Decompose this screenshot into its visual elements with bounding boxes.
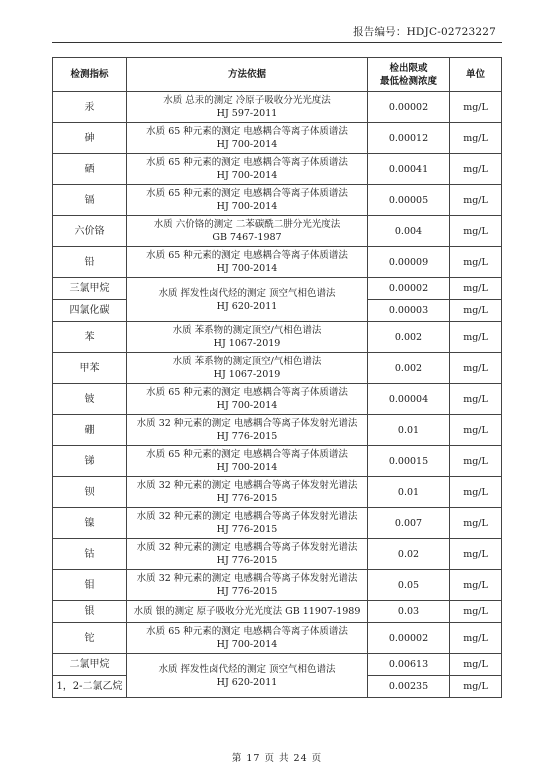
unit-cell: mg/L bbox=[450, 601, 502, 623]
unit-cell: mg/L bbox=[450, 477, 502, 508]
method-standard: HJ 620-2011 bbox=[216, 300, 278, 312]
method-cell bbox=[127, 353, 368, 384]
method-cell bbox=[127, 92, 368, 123]
method-name: 水质 65 种元素的测定 电感耦合等离子体质谱法 bbox=[146, 188, 348, 199]
unit-cell: mg/L bbox=[450, 322, 502, 353]
method-name: 水质 65 种元素的测定 电感耦合等离子体质谱法 bbox=[146, 157, 348, 168]
table-row bbox=[53, 601, 502, 623]
limit-cell: 0.00004 bbox=[368, 384, 450, 415]
method-name: 水质 银的测定 原子吸收分光光度法 GB 11907-1989 bbox=[133, 606, 361, 617]
table-row bbox=[53, 185, 502, 216]
unit-cell: mg/L bbox=[450, 216, 502, 247]
header-limit-line1: 检出限或 bbox=[389, 62, 428, 74]
limit-cell: 0.02 bbox=[368, 539, 450, 570]
table-row bbox=[53, 539, 502, 570]
unit-cell: mg/L bbox=[450, 278, 502, 300]
limit-cell: 0.00009 bbox=[368, 247, 450, 278]
method-name: 水质 32 种元素的测定 电感耦合等离子体发射光谱法 bbox=[136, 573, 358, 584]
method-standard: HJ 700-2014 bbox=[216, 462, 278, 473]
unit-cell: mg/L bbox=[450, 654, 502, 676]
limit-cell: 0.007 bbox=[368, 508, 450, 539]
item-cell: 铍 bbox=[53, 384, 127, 415]
unit-cell: mg/L bbox=[450, 570, 502, 601]
unit-cell: mg/L bbox=[450, 508, 502, 539]
unit-cell: mg/L bbox=[450, 623, 502, 654]
method-standard: HJ 700-2014 bbox=[216, 139, 278, 150]
item-cell: 钡 bbox=[53, 477, 127, 508]
header-divider bbox=[52, 42, 502, 43]
unit-cell: mg/L bbox=[450, 92, 502, 123]
method-cell bbox=[127, 623, 368, 654]
table-row bbox=[53, 353, 502, 384]
method-name: 水质 挥发性卤代烃的测定 顶空气相色谱法 bbox=[158, 287, 336, 299]
limit-cell: 0.00002 bbox=[368, 92, 450, 123]
method-standard: HJ 700-2014 bbox=[216, 263, 278, 274]
unit-cell: mg/L bbox=[450, 676, 502, 698]
method-standard: HJ 700-2014 bbox=[216, 400, 278, 411]
header-limit bbox=[368, 58, 450, 92]
method-name: 水质 总汞的测定 冷原子吸收分光光度法 bbox=[163, 95, 331, 106]
table-header-row bbox=[53, 58, 502, 92]
header-method: 方法依据 bbox=[127, 58, 368, 92]
page-footer: 第 17 页 共 24 页 bbox=[231, 753, 323, 764]
table-row bbox=[53, 92, 502, 123]
method-standard: HJ 700-2014 bbox=[216, 170, 278, 181]
method-cell bbox=[127, 384, 368, 415]
item-cell: 甲苯 bbox=[53, 353, 127, 384]
unit-cell: mg/L bbox=[450, 300, 502, 322]
method-standard: HJ 776-2015 bbox=[216, 555, 278, 566]
table-row bbox=[53, 623, 502, 654]
limit-cell: 0.00041 bbox=[368, 154, 450, 185]
method-cell bbox=[127, 278, 368, 322]
limit-cell: 0.00613 bbox=[368, 654, 450, 676]
limit-cell: 0.00012 bbox=[368, 123, 450, 154]
method-name: 水质 65 种元素的测定 电感耦合等离子体质谱法 bbox=[146, 126, 348, 137]
method-name: 水质 32 种元素的测定 电感耦合等离子体发射光谱法 bbox=[136, 542, 358, 553]
table-row bbox=[53, 216, 502, 247]
item-cell: 银 bbox=[53, 601, 127, 623]
table-row bbox=[53, 415, 502, 446]
table-row bbox=[53, 570, 502, 601]
method-name: 水质 65 种元素的测定 电感耦合等离子体质谱法 bbox=[146, 387, 348, 398]
method-standard: HJ 597-2011 bbox=[216, 108, 278, 119]
unit-cell: mg/L bbox=[450, 154, 502, 185]
method-cell bbox=[127, 185, 368, 216]
item-cell: 镉 bbox=[53, 185, 127, 216]
item-cell: 锑 bbox=[53, 446, 127, 477]
item-cell: 苯 bbox=[53, 322, 127, 353]
method-standard: HJ 776-2015 bbox=[216, 493, 278, 504]
method-cell bbox=[127, 247, 368, 278]
method-cell bbox=[127, 415, 368, 446]
method-standard: GB 7467-1987 bbox=[212, 232, 282, 243]
method-name: 水质 32 种元素的测定 电感耦合等离子体发射光谱法 bbox=[136, 418, 358, 429]
method-name: 水质 挥发性卤代烃的测定 顶空气相色谱法 bbox=[158, 663, 336, 675]
table-row bbox=[53, 446, 502, 477]
method-standard: HJ 776-2015 bbox=[216, 586, 278, 597]
limit-cell: 0.05 bbox=[368, 570, 450, 601]
table-row bbox=[53, 247, 502, 278]
method-standard: HJ 1067-2019 bbox=[213, 369, 281, 380]
header-unit: 单位 bbox=[450, 58, 502, 92]
limit-cell: 0.00015 bbox=[368, 446, 450, 477]
table-row bbox=[53, 508, 502, 539]
limit-cell: 0.00235 bbox=[368, 676, 450, 698]
unit-cell: mg/L bbox=[450, 415, 502, 446]
limit-cell: 0.00005 bbox=[368, 185, 450, 216]
method-name: 水质 32 种元素的测定 电感耦合等离子体发射光谱法 bbox=[136, 480, 358, 491]
test-methods-table bbox=[52, 57, 502, 698]
method-cell bbox=[127, 322, 368, 353]
header-item: 检测指标 bbox=[53, 58, 127, 92]
item-cell: 四氯化碳 bbox=[53, 300, 127, 322]
item-cell: 镍 bbox=[53, 508, 127, 539]
method-name: 水质 苯系物的测定顶空/气相色谱法 bbox=[172, 325, 322, 336]
limit-cell: 0.00003 bbox=[368, 300, 450, 322]
method-name: 水质 32 种元素的测定 电感耦合等离子体发射光谱法 bbox=[136, 511, 358, 522]
method-name: 水质 苯系物的测定顶空/气相色谱法 bbox=[172, 356, 322, 367]
method-cell bbox=[127, 654, 368, 698]
method-standard: HJ 700-2014 bbox=[216, 201, 278, 212]
unit-cell: mg/L bbox=[450, 185, 502, 216]
item-cell: 汞 bbox=[53, 92, 127, 123]
method-cell bbox=[127, 154, 368, 185]
item-cell: 钼 bbox=[53, 570, 127, 601]
method-standard: HJ 700-2014 bbox=[216, 639, 278, 650]
method-standard: HJ 776-2015 bbox=[216, 524, 278, 535]
unit-cell: mg/L bbox=[450, 384, 502, 415]
limit-cell: 0.03 bbox=[368, 601, 450, 623]
method-name: 水质 65 种元素的测定 电感耦合等离子体质谱法 bbox=[146, 250, 348, 261]
table-row bbox=[53, 384, 502, 415]
method-standard: HJ 776-2015 bbox=[216, 431, 278, 442]
item-cell: 六价铬 bbox=[53, 216, 127, 247]
unit-cell: mg/L bbox=[450, 247, 502, 278]
unit-cell: mg/L bbox=[450, 123, 502, 154]
item-cell: 钴 bbox=[53, 539, 127, 570]
method-name: 水质 65 种元素的测定 电感耦合等离子体质谱法 bbox=[146, 449, 348, 460]
table-body bbox=[53, 92, 502, 698]
item-cell: 1，2-二氯乙烷 bbox=[53, 676, 127, 698]
item-cell: 硼 bbox=[53, 415, 127, 446]
method-standard: HJ 1067-2019 bbox=[213, 338, 281, 349]
item-cell: 铅 bbox=[53, 247, 127, 278]
unit-cell: mg/L bbox=[450, 446, 502, 477]
table-row bbox=[53, 477, 502, 508]
limit-cell: 0.01 bbox=[368, 415, 450, 446]
method-cell bbox=[127, 539, 368, 570]
table-row bbox=[53, 123, 502, 154]
item-cell: 砷 bbox=[53, 123, 127, 154]
limit-cell: 0.00002 bbox=[368, 278, 450, 300]
item-cell: 二氯甲烷 bbox=[53, 654, 127, 676]
table-row bbox=[53, 654, 502, 676]
method-name: 水质 六价铬的测定 二苯碳酰二肼分光光度法 bbox=[153, 219, 341, 230]
method-cell bbox=[127, 446, 368, 477]
limit-cell: 0.002 bbox=[368, 353, 450, 384]
item-cell: 硒 bbox=[53, 154, 127, 185]
limit-cell: 0.004 bbox=[368, 216, 450, 247]
method-cell bbox=[127, 508, 368, 539]
table-row bbox=[53, 322, 502, 353]
item-cell: 铊 bbox=[53, 623, 127, 654]
report-number: 报告编号：HDJC-02723227 bbox=[353, 26, 496, 38]
method-name: 水质 65 种元素的测定 电感耦合等离子体质谱法 bbox=[146, 626, 348, 637]
limit-cell: 0.00002 bbox=[368, 623, 450, 654]
method-standard: HJ 620-2011 bbox=[216, 676, 278, 688]
table-row bbox=[53, 278, 502, 300]
method-cell bbox=[127, 477, 368, 508]
limit-cell: 0.01 bbox=[368, 477, 450, 508]
method-cell bbox=[127, 601, 368, 623]
header-limit-line2: 最低检测浓度 bbox=[379, 75, 437, 87]
item-cell: 三氯甲烷 bbox=[53, 278, 127, 300]
unit-cell: mg/L bbox=[450, 353, 502, 384]
unit-cell: mg/L bbox=[450, 539, 502, 570]
table-row bbox=[53, 154, 502, 185]
method-cell bbox=[127, 123, 368, 154]
method-cell bbox=[127, 570, 368, 601]
method-cell bbox=[127, 216, 368, 247]
limit-cell: 0.002 bbox=[368, 322, 450, 353]
